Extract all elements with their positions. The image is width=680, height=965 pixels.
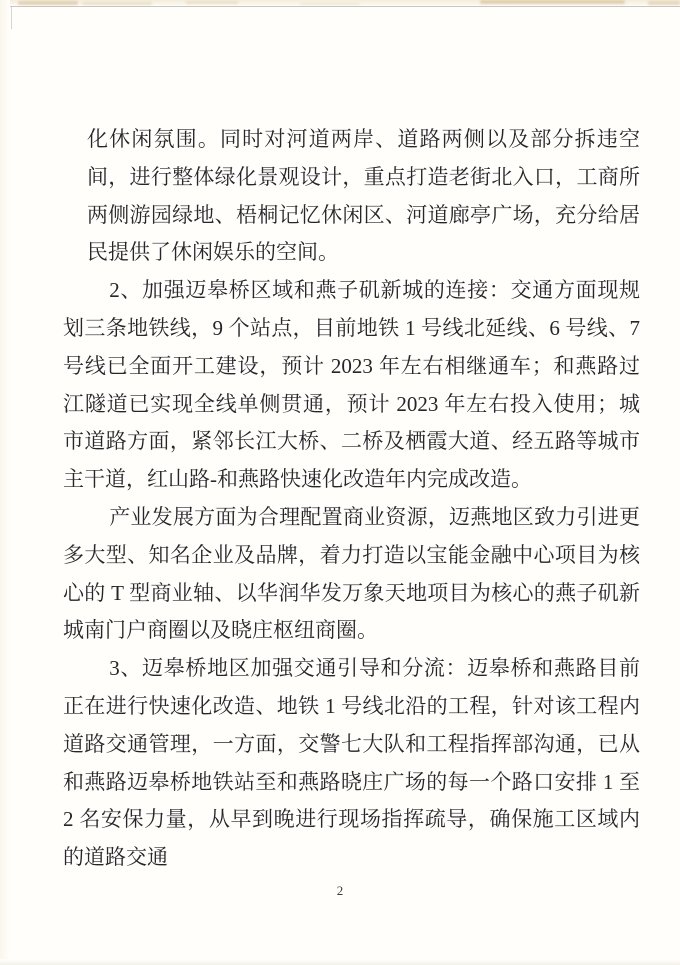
- scan-smudge: [82, 2, 152, 5]
- document-paragraph: 产业发展方面为合理配置商业资源，迈燕地区致力引进更多大型、知名企业及品牌，着力打造以宝能金融中心项目为核心的 T 型商业轴、以华润华发万象天地项目为核心的燕子矶新城南门户商圈以及晓庄枢纽商圈。: [63, 504, 640, 643]
- document-body: [63, 121, 640, 877]
- scan-left-edge: [0, 0, 10, 965]
- scan-smudge: [186, 1, 238, 4]
- page-number: 2: [336, 883, 344, 898]
- scan-smudge: [648, 1, 680, 5]
- document-paragraph: 2、加强迈皋桥区域和燕子矶新城的连接：交通方面现规划三条地铁线，9 个站点，目前地铁 1 号线北延线、6 号线、7 号线已全面开工建设，预计 2023 年左右相继通车；和燕路过江隧道已实现全线单侧贯通，预计 2023 年左右投入使用；城市道路方面，紧邻长江大桥、二桥及栖霞大道、经五路等城市主干道，红山路-和燕路快速化改造年内完成改造。: [63, 278, 640, 492]
- scan-edge-tick: [11, 7, 12, 29]
- document-paragraph: 化休闲氛围。同时对河道两岸、道路两侧以及部分拆违空间，进行整体绿化景观设计，重点打造老街北入口，工商所两侧游园绿地、梧桐记忆休闲区、河道廊亭广场，充分给居民提供了休闲娱乐的空间。: [87, 127, 640, 265]
- scan-smudge: [480, 0, 625, 4]
- scan-smudge: [300, 3, 360, 5]
- document-paragraph: 3、迈皋桥地区加强交通引导和分流：迈皋桥和燕路目前正在进行快速化改造、地铁 1 号线北沿的工程，针对该工程内道路交通管理，一方面，交警七大队和工程指挥部沟通，已从和燕路迈皋桥地铁站至和燕路晓庄广场的每一个路口安排 1 至 2 名安保力量，从早到晚进行现场指挥疏导，确保施工区域内的道路交通: [63, 656, 640, 870]
- page-footer: [0, 883, 680, 899]
- scan-bottom-edge: [0, 959, 680, 965]
- scan-smudge: [18, 1, 78, 5]
- scan-edge-line: [0, 6, 680, 7]
